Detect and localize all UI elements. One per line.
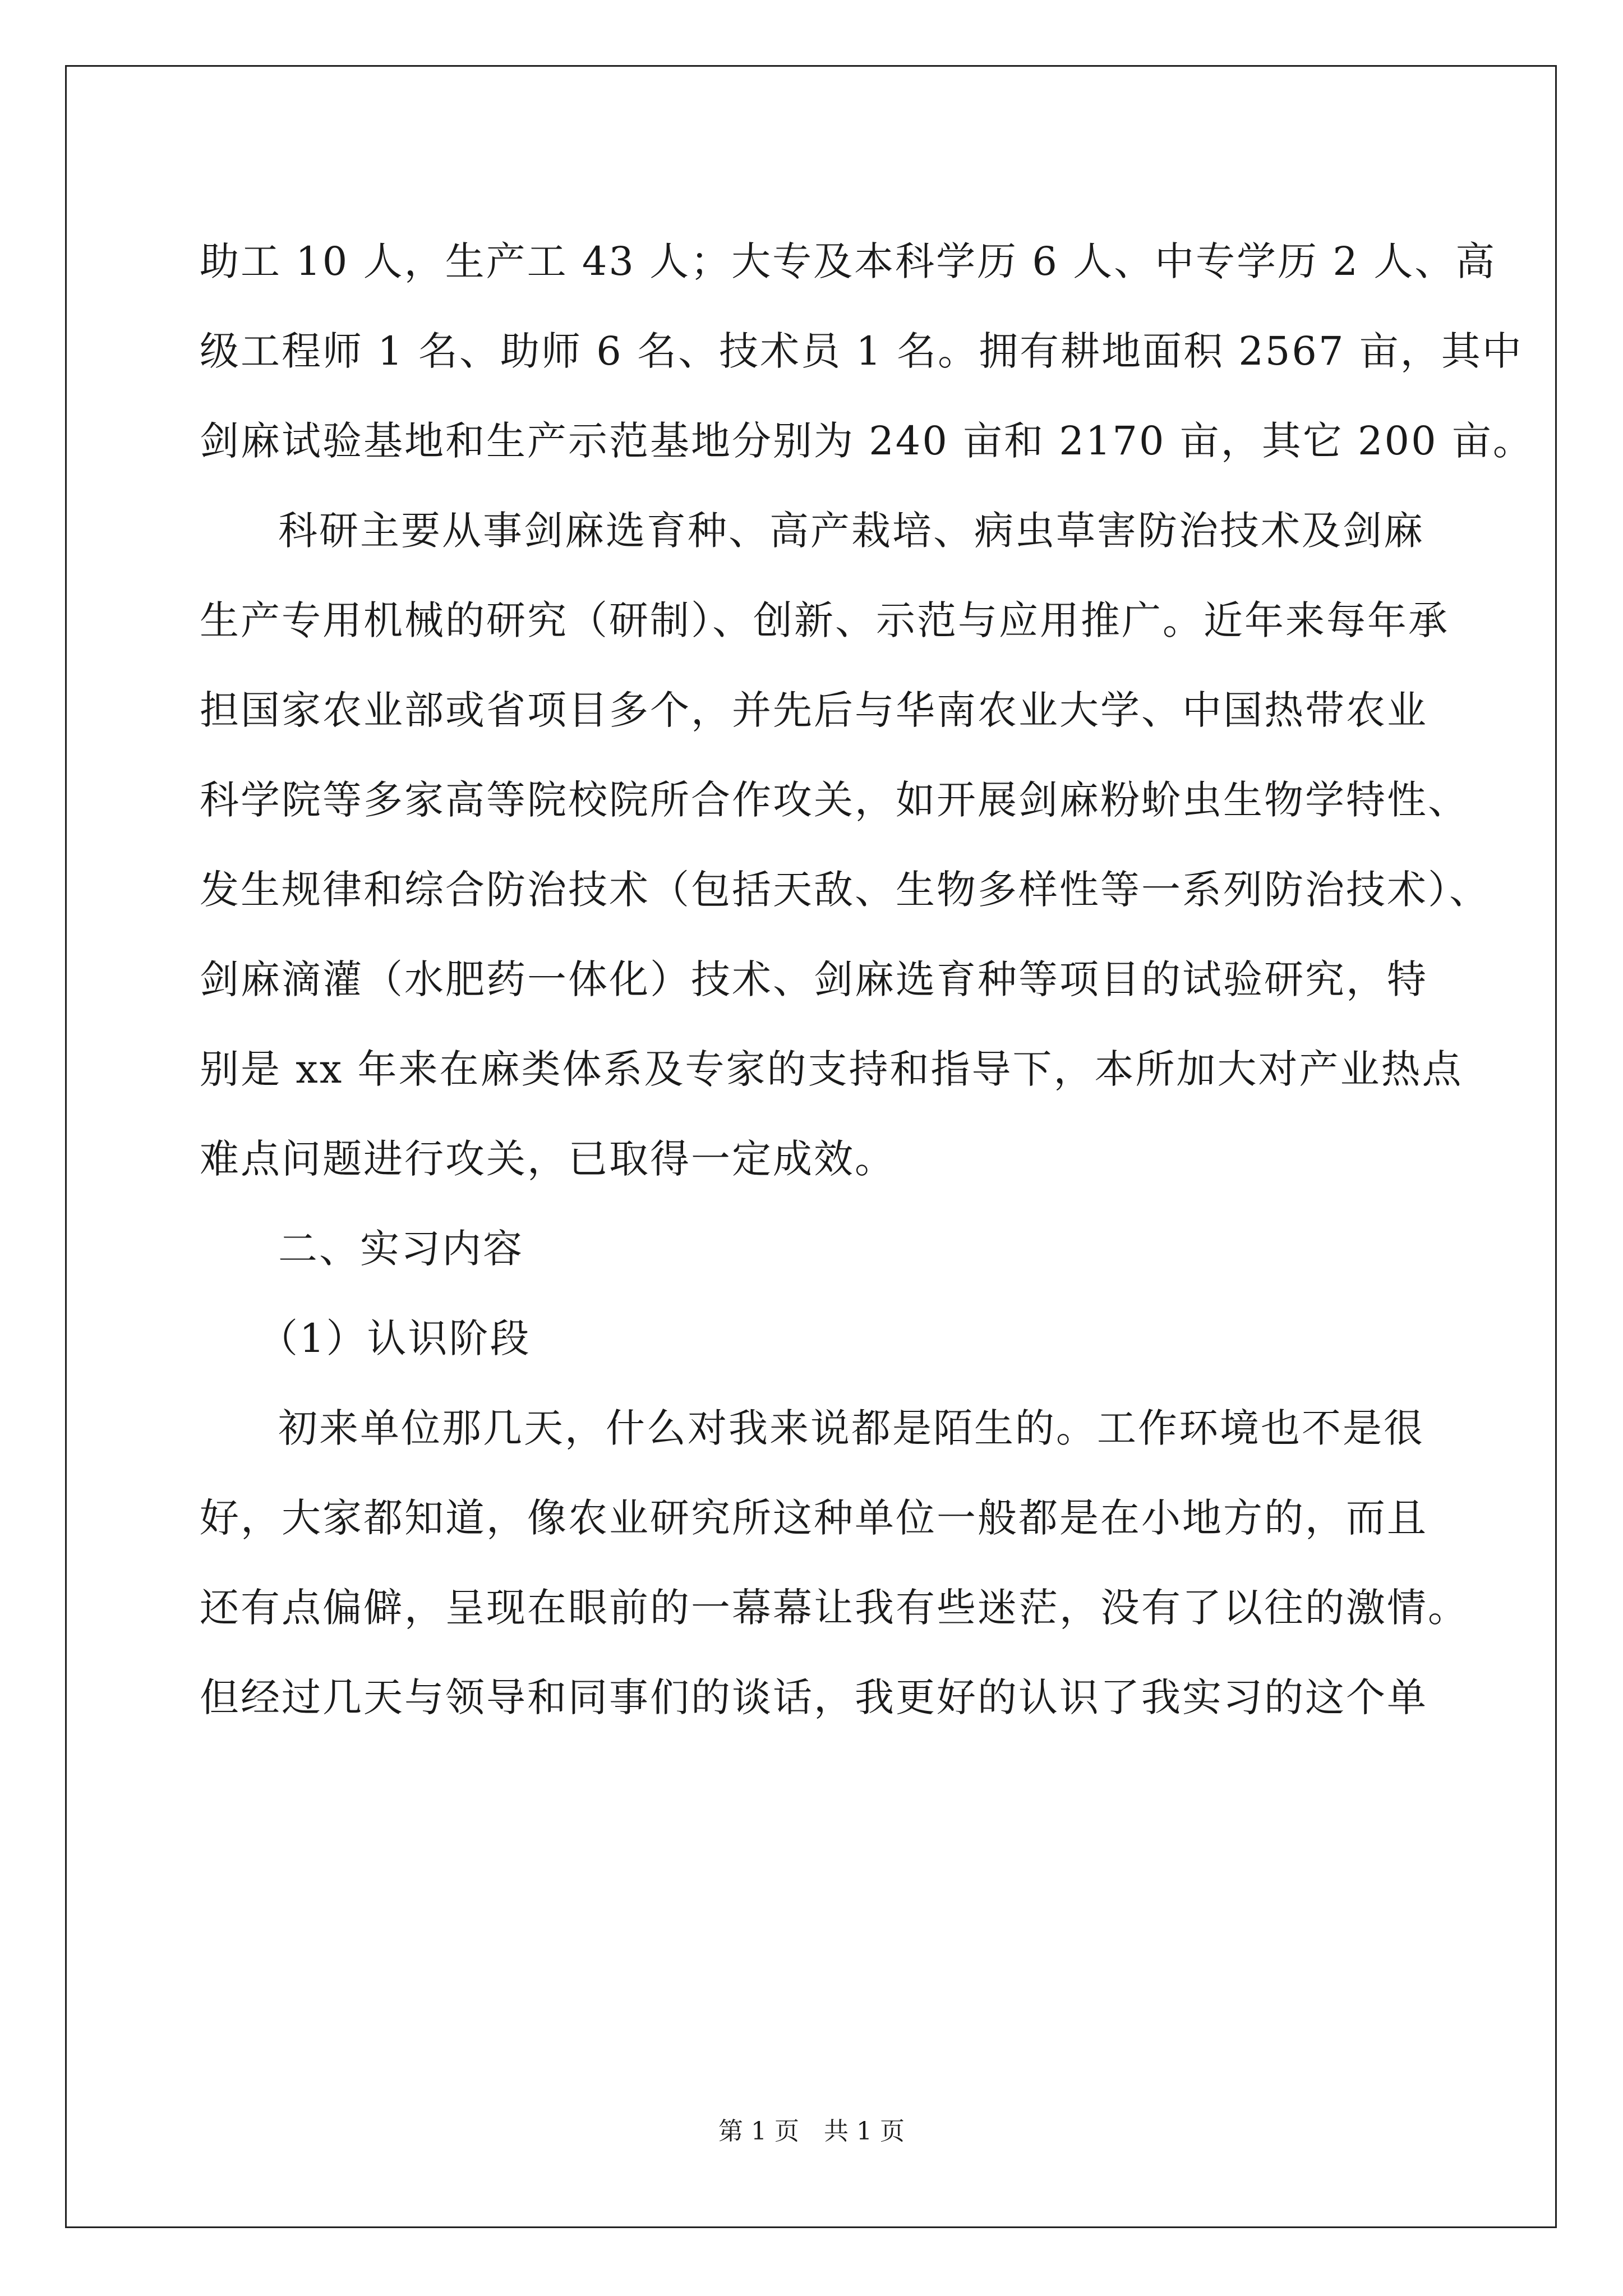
text-line: 级工程师 1 名、助师 6 名、技术员 1 名。拥有耕地面积 2567 亩，其中	[200, 328, 1523, 374]
text-line: 剑麻滴灌（水肥药一体化）技术、剑麻选育种等项目的试验研究，特	[200, 956, 1428, 1002]
text-line: 但经过几天与领导和同事们的谈话，我更好的认识了我实习的这个单	[200, 1674, 1428, 1720]
text-line: 剑麻试验基地和生产示范基地分别为 240 亩和 2170 亩，其它 200 亩。	[200, 418, 1534, 464]
subsection-heading: （1）认识阶段	[259, 1315, 531, 1361]
paragraph-start-line: 科研主要从事剑麻选育种、高产栽培、病虫草害防治技术及剑麻	[278, 508, 1424, 554]
text-line: 还有点偏僻，呈现在眼前的一幕幕让我有些迷茫，没有了以往的激情。	[200, 1585, 1469, 1631]
text-line: 担国家农业部或省项目多个，并先后与华南农业大学、中国热带农业	[200, 687, 1428, 733]
text-line: 助工 10 人，生产工 43 人；大专及本科学历 6 人、中专学历 2 人、高	[200, 238, 1497, 284]
section-heading: 二、实习内容	[278, 1226, 524, 1272]
text-line: 生产专用机械的研究（研制）、创新、示范与应用推广。近年来每年承	[200, 597, 1449, 643]
text-line: 难点问题进行攻关，已取得一定成效。	[200, 1136, 896, 1182]
document-body	[200, 217, 1534, 1742]
page-number-footer: 第 1 页 共 1 页	[718, 2117, 905, 2146]
text-line: 别是 xx 年来在麻类体系及专家的支持和指导下，本所加大对产业热点	[200, 1046, 1463, 1092]
text-line: 科学院等多家高等院校院所合作攻关，如开展剑麻粉蚧虫生物学特性、	[200, 777, 1469, 823]
text-line: 好，大家都知道，像农业研究所这种单位一般都是在小地方的，而且	[200, 1495, 1428, 1541]
paragraph-start-line: 初来单位那几天，什么对我来说都是陌生的。工作环境也不是很	[278, 1405, 1424, 1451]
text-line: 发生规律和综合防治技术（包括天敌、生物多样性等一系列防治技术）、	[200, 867, 1490, 913]
